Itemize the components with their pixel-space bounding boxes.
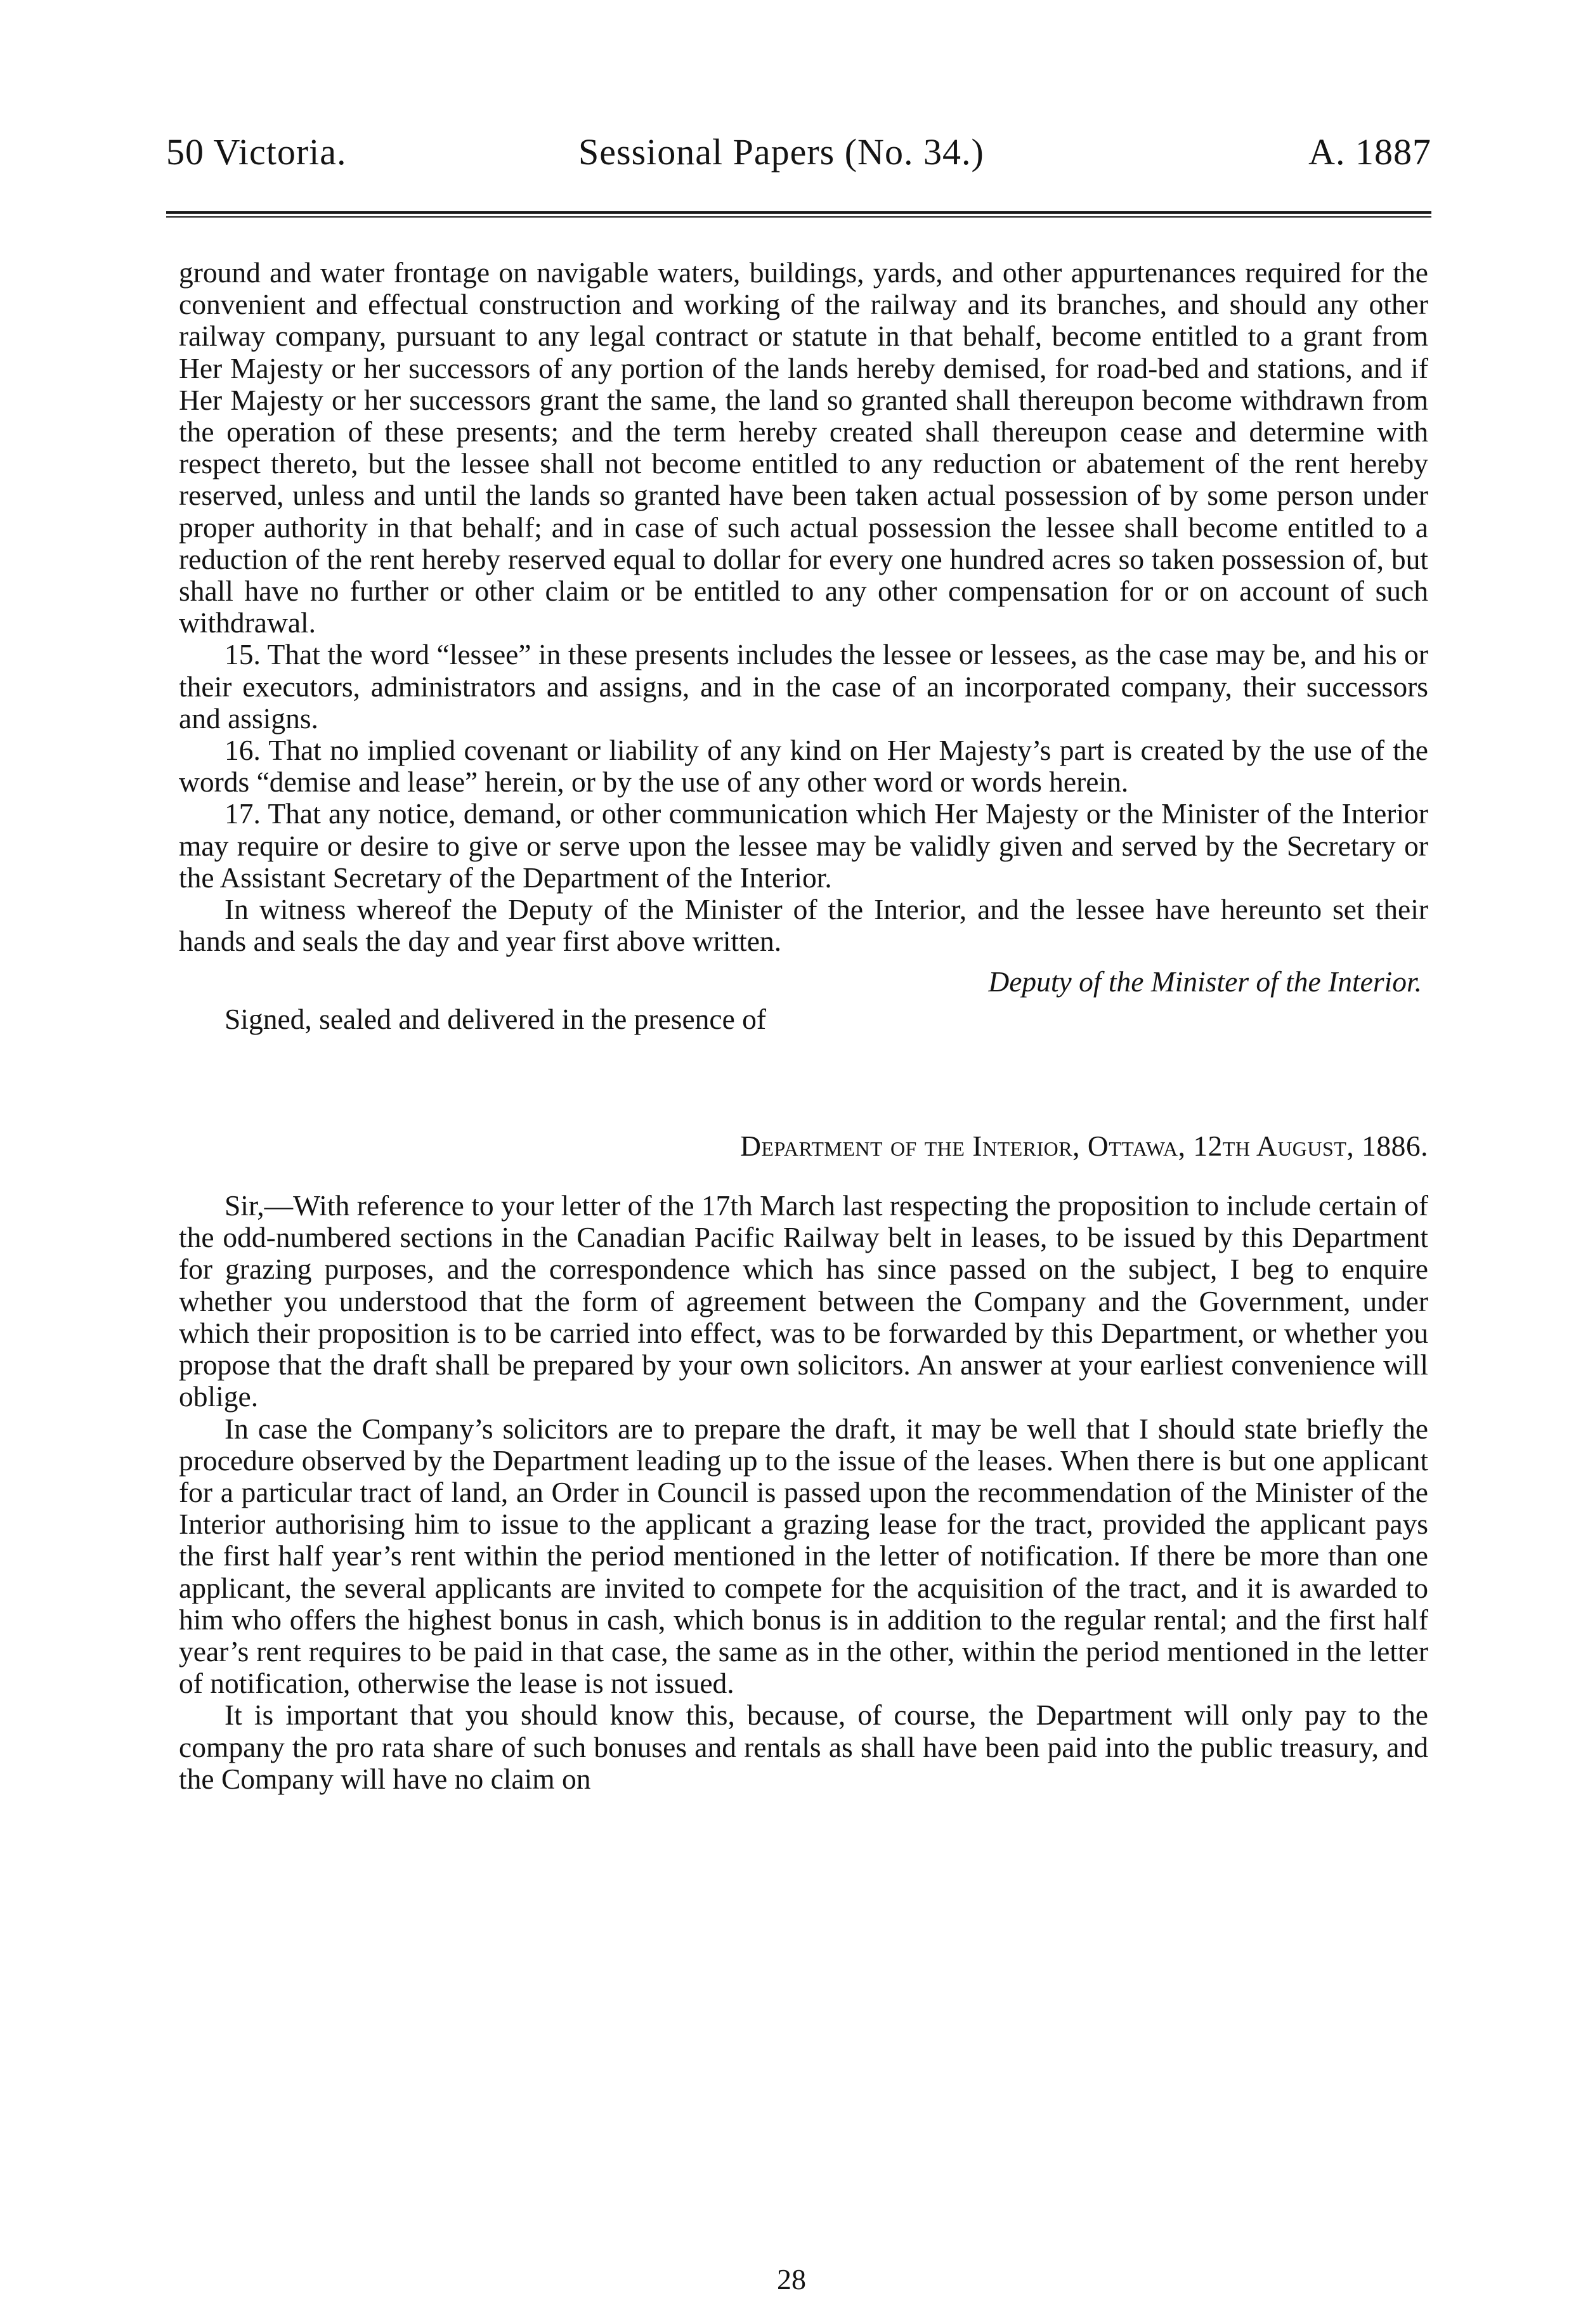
header-year: A. 1887	[1308, 131, 1431, 173]
letter-dateline: Department of the Interior, Ottawa, 12th August, 1886.	[740, 1129, 1428, 1162]
header-session: 50 Victoria.	[166, 131, 347, 173]
header-rule	[166, 211, 1431, 214]
document-body	[179, 257, 1428, 1795]
paragraph-continuation: ground and water frontage on navigable waters, buildings, yards, and other appurtenances required for the convenient and effectual construction and working of the railway and its branches, and should any other railway company, pursuant to any legal contract or statute in that behalf, become entitled to a grant from Her Majesty or her successors of any portion of the lands hereby demised, for road-bed and stations, and if Her Majesty or her successors grant the same, the land so granted shall thereupon become withdrawn from the operation of these presents; and the term hereby created shall thereupon cease and determine with respect thereto, but the lessee shall not become entitled to any reduction or abatement of the rent hereby reserved, unless and until the lands so granted have been taken actual possession of by some person under proper authority in that behalf; and in case of such actual possession the lessee shall become entitled to a reduction of the rent hereby reserved equal to dollar for every one hundred acres so taken possession of, but shall have no further or other claim or be entitled to any other compensation for or on account of such withdrawal.	[179, 256, 1428, 639]
witness-clause: In witness whereof the Deputy of the Minister of the Interior, and the lessee have hereunto set their hands and seals the day and year first above written.	[179, 893, 1428, 958]
letter-paragraph-1: Sir,—With reference to your letter of the 17th March last respecting the proposition to include certain of the odd-numbered sections in the Canadian Pacific Railway belt in leases, to be issued by this Department for grazing purposes, and the correspondence which has since passed on the subject, I beg to enquire whether you understood that the form of agreement between the Company and the Government, under which their proposition is to be carried into effect, was to be forwarded by this Department, or whether you propose that the draft shall be prepared by your own solicitors. An answer at your earliest convenience will oblige.	[179, 1189, 1428, 1413]
signed-sealed-line: Signed, sealed and delivered in the presence of	[225, 1002, 767, 1035]
clause-17: 17. That any notice, demand, or other communication which Her Majesty or the Minister of the Interior may require or desire to give or serve upon the lessee may be validly given and served by the Secretary or the Assistant Secretary of the Department of the Interior.	[179, 797, 1428, 894]
header-title: Sessional Papers (No. 34.)	[578, 131, 984, 173]
page-number: 28	[777, 2263, 806, 2295]
letter-paragraph-3: It is important that you should know this, because, of course, the Department will only pay to the company the pro rata share of such bonuses and rentals as shall have been paid into the public treasury, and the Company will have no claim on	[179, 1699, 1428, 1795]
signature-line: Deputy of the Minister of the Interior.	[988, 965, 1422, 998]
letter-paragraph-2: In case the Company’s solicitors are to prepare the draft, it may be well that I should state briefly the procedure observed by the Department leading up to the issue of the leases. When there is but one applicant for a particular tract of land, an Order in Council is passed upon the recommendation of the Minister of the Interior authorising him to issue to the applicant a grazing lease for the tract, provided the applicant pays the first half year’s rent within the period mentioned in the letter of notification. If there be more than one applicant, the several applicants are invited to compete for the acquisition of the tract, and it is awarded to him who offers the highest bonus in cash, which bonus is in addition to the regular rental; and the first half year’s rent requires to be paid in that case, the same as in the other, within the period mentioned in the letter of notification, otherwise the lease is not issued.	[179, 1412, 1428, 1700]
clause-16: 16. That no implied covenant or liability of any kind on Her Majesty’s part is created by the use of the words “demise and lease” herein, or by the use of any other word or words herein.	[179, 734, 1428, 799]
clause-15: 15. That the word “lessee” in these presents includes the lessee or lessees, as the case may be, and his or their executors, administrators and assigns, and in the case of an incorporated company, their successors and assigns.	[179, 638, 1428, 734]
